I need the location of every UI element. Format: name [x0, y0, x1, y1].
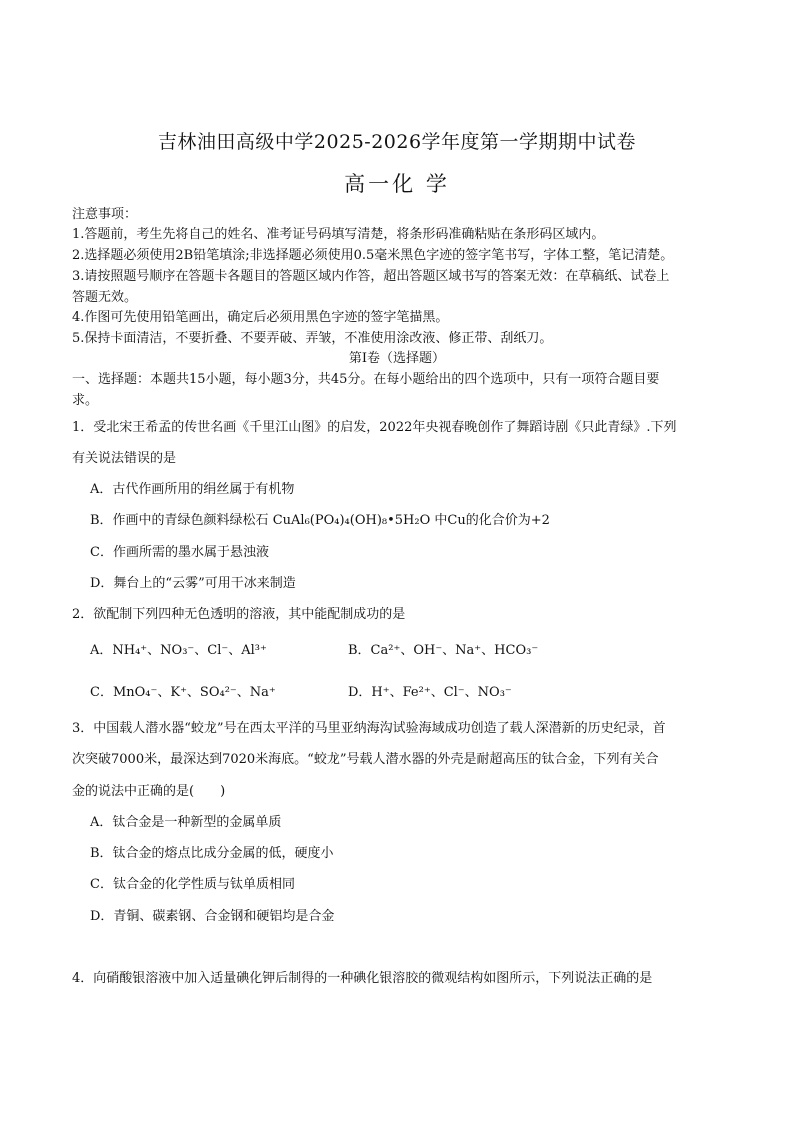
q1-stem-line-1: 1．受北宋王希孟的传世名画《千里江山图》的启发，2022年央视春晚创作了舞蹈诗剧《只此青绿》.下列 [72, 420, 677, 435]
section-title: 第I卷（选择题） [348, 351, 446, 366]
q3-stem-line-3: 金的说法中正确的是( ) [72, 784, 226, 799]
q2-option-a: A．NH₄⁺、NO₃⁻、Cl⁻、Al³⁺ [90, 643, 267, 658]
notes-heading: 注意事项： [72, 207, 138, 222]
section-intro-line-1: 一、选择题：本题共15小题，每小题3分，共45分。在每小题给出的四个选项中，只有一项符合题目要 [72, 372, 660, 387]
q3-option-d: D．青铜、碳素钢、合金钢和硬铝均是合金 [90, 909, 335, 924]
q1-option-b [90, 509, 550, 528]
exam-subject: 高一化 学 [344, 172, 450, 196]
note-item-2: 2.选择题必须使用2B铅笔填涂;非选择题必须使用0.5毫米黑色字迹的签字笔书写，字体工整，笔记清楚。 [72, 248, 674, 263]
q1-stem-line-2: 有关说法错误的是 [72, 451, 177, 466]
note-item-4: 4.作图可先使用铅笔画出，确定后必须用黑色字迹的签字笔描黑。 [72, 310, 449, 325]
q1-option-b-formula: CuAl₆(PO₄)₄(OH)₈•5H₂O [272, 513, 431, 528]
q1-option-a: A．古代作画所用的绢丝属于有机物 [90, 482, 295, 497]
q2-stem: 2．欲配制下列四种无色透明的溶液，其中能配制成功的是 [72, 607, 406, 622]
note-item-3: 3.请按照题号顺序在答题卡各题目的答题区域内作答，超出答题区域书写的答案无效：在草稿纸、试卷上 [72, 269, 670, 284]
section-intro-line-2: 求。 [72, 393, 99, 408]
q1-option-d: D．舞台上的“云雾”可用干冰来制造 [90, 576, 296, 591]
note-item-1: 1.答题前，考生先将自己的姓名、准考证号码填写清楚，将条形码准确粘贴在条形码区域内。 [72, 227, 605, 242]
q3-option-b: B．钛合金的熔点比成分金属的低，硬度小 [90, 846, 334, 861]
q1-option-b-prefix: B．作画中的青绿色颜料绿松石 [90, 513, 269, 528]
q2-option-c: C．MnO₄⁻、K⁺、SO₄²⁻、Na⁺ [90, 685, 276, 700]
q2-option-d: D．H⁺、Fe²⁺、Cl⁻、NO₃⁻ [348, 685, 512, 700]
q4-stem: 4．向硝酸银溶液中加入适量碘化钾后制得的一种碘化银溶胶的微观结构如图所示，下列说法正确的是 [72, 971, 653, 986]
q3-option-a: A．钛合金是一种新型的金属单质 [90, 815, 282, 830]
note-item-3-cont: 答题无效。 [72, 290, 138, 305]
q3-stem-line-1: 3．中国载人潜水器“蛟龙”号在西太平洋的马里亚纳海沟试验海域成功创造了载人深潜新的历史纪录，首 [72, 721, 666, 736]
note-item-5: 5.保持卡面清洁，不要折叠、不要弄破、弄皱，不准使用涂改液、修正带、刮纸刀。 [72, 331, 553, 346]
q1-option-b-suffix: 中Cu的化合价为+2 [434, 513, 550, 528]
q3-stem-line-2: 次突破7000米，最深达到7020米海底。“蛟龙”号载人潜水器的外壳是耐超高压的钛合金，下列有关合 [72, 752, 659, 767]
q2-option-b: B．Ca²⁺、OH⁻、Na⁺、HCO₃⁻ [348, 643, 539, 658]
exam-title: 吉林油田高级中学2025-2026学年度第一学期期中试卷 [157, 131, 637, 153]
q3-option-c: C．钛合金的化学性质与钛单质相同 [90, 877, 295, 892]
q1-option-c: C．作画所需的墨水属于悬浊液 [90, 545, 269, 560]
